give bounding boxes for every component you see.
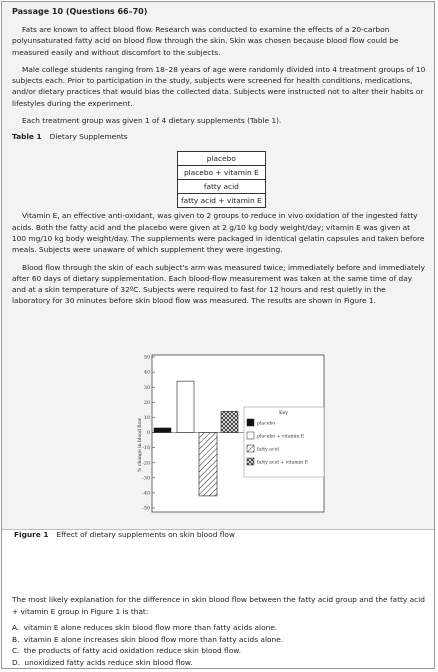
legend-swatch: [247, 432, 254, 439]
option-text: vitamin E alone reduces skin blood flow more than fatty acids alone.: [23, 623, 278, 632]
passage-title: Passage 10 (Questions 66–70): [12, 7, 148, 16]
answer-option-d[interactable]: [12, 657, 426, 669]
y-tick-label: 10: [143, 416, 150, 421]
table-caption: [12, 132, 426, 141]
figure-caption: [14, 530, 235, 539]
option-text: the products of fatty acid oxidation reduce skin blood flow.: [23, 646, 241, 655]
table-label: Table 1: [12, 132, 42, 142]
y-tick-label: 30: [143, 385, 150, 391]
bar-placebo-vitamin-e: [177, 381, 194, 432]
supplements-table: [177, 151, 266, 208]
legend-box: [244, 407, 324, 477]
legend-label: fatty acid: [257, 447, 279, 453]
answer-option-a[interactable]: [12, 622, 426, 634]
table-cell: placebo + vitamin E: [178, 166, 266, 180]
legend: [244, 407, 324, 477]
option-text: unoxidized fatty acids reduce skin blood flow.: [24, 657, 193, 667]
bar-chart: [132, 352, 332, 520]
option-text: vitamin E alone increases skin blood flow more than fatty acids alone.: [23, 634, 284, 644]
y-tick-label: 20: [143, 400, 150, 406]
y-tick-label: -10: [142, 446, 150, 452]
page: [1, 1, 435, 669]
y-tick-label: 0: [146, 431, 150, 437]
y-tick-label: 40: [143, 370, 150, 376]
legend-swatch: [247, 419, 254, 426]
answer-option-c[interactable]: [12, 645, 426, 657]
paragraph-3: Each treatment group was given 1 of 4 dietary supplements (Table 1).: [22, 116, 282, 126]
option-letter: B.: [12, 634, 20, 644]
paragraph-2: Male college students ranging from 18–28 years of age were randomly divided into 4 treatment groups of 10 subjects each. Prior to participation in the study, subjects were screened for health conditions, medications, and/or dietary practices that would bias the collected data. Subjects were instructed not to alter their habits or lifestyles during the experiment.: [12, 64, 426, 108]
paragraph-4: Vitamin E, an effective anti-oxidant, was given to 2 groups to reduce in vivo oxidation of the ingested fatty acids. Both the fatty acid and the placebo were given at 2 g/10 kg body weight/day; vitamin E was given at 100 mg/10 kg body weight/day. The supplements were packaged in identical gelatin capsules and taken before meals. Subjects were unaware of which supplement they were ingesting.: [12, 211, 425, 255]
figure-caption-text: Effect of dietary supplements on skin blood flow: [56, 530, 235, 539]
y-tick-label: -50: [142, 506, 150, 512]
option-letter: D.: [12, 657, 21, 667]
option-letter: A.: [12, 623, 20, 632]
table-cell: fatty acid: [178, 180, 266, 194]
answer-option-b[interactable]: [12, 634, 426, 646]
question-stem: The most likely explanation for the difference in skin blood flow between the fatty acid group and the fatty acid + vitamin E group in Figure 1 is that:: [12, 595, 425, 616]
bar-fatty-acid-vitamin-e: [221, 411, 238, 432]
option-letter: C.: [12, 646, 20, 655]
bar-placebo: [154, 428, 171, 433]
table-caption-text: Dietary Supplements: [49, 132, 128, 142]
bar-fatty-acid: [199, 433, 217, 496]
legend-label: placebo: [257, 421, 276, 427]
y-tick-label: -40: [142, 491, 150, 497]
legend-label: fatty acid + vitamin E: [257, 460, 308, 466]
y-axis-label: % change in blood flow: [138, 417, 143, 472]
y-tick-label: 50: [143, 355, 150, 361]
figure-1-chart: [132, 352, 332, 520]
question: [12, 594, 426, 668]
legend-title: Key: [279, 411, 289, 416]
legend-label: placebo + vitamin E: [257, 434, 305, 440]
table-cell: placebo: [178, 152, 266, 166]
passage-panel: [2, 2, 434, 530]
figure-label: Figure 1: [14, 530, 49, 539]
paragraph-5: Blood flow through the skin of each subject's arm was measured twice; immediately before and immediately after 60 days of dietary supplementation. Each blood-flow measurement was taken at the same time of day and at a skin temperature of 32ºC. Subjects were required to fast for 12 hours and rest quietly in the laboratory for 30 minutes before skin blood flow was measured. The results are shown in Figure 1.: [12, 262, 426, 306]
y-tick-label: -30: [142, 476, 150, 482]
y-tick-label: -20: [142, 461, 150, 467]
legend-swatch: [247, 445, 254, 452]
table-cell: fatty acid + vitamin E: [178, 194, 266, 208]
paragraph-1: Fats are known to affect blood flow. Research was conducted to examine the effects of a 20-carbon polyunsaturated fatty acid on blood flow through the skin. Skin was chosen because blood flow could be measured easily and without discomfort to the subjects.: [12, 25, 399, 57]
legend-swatch: [247, 458, 254, 465]
